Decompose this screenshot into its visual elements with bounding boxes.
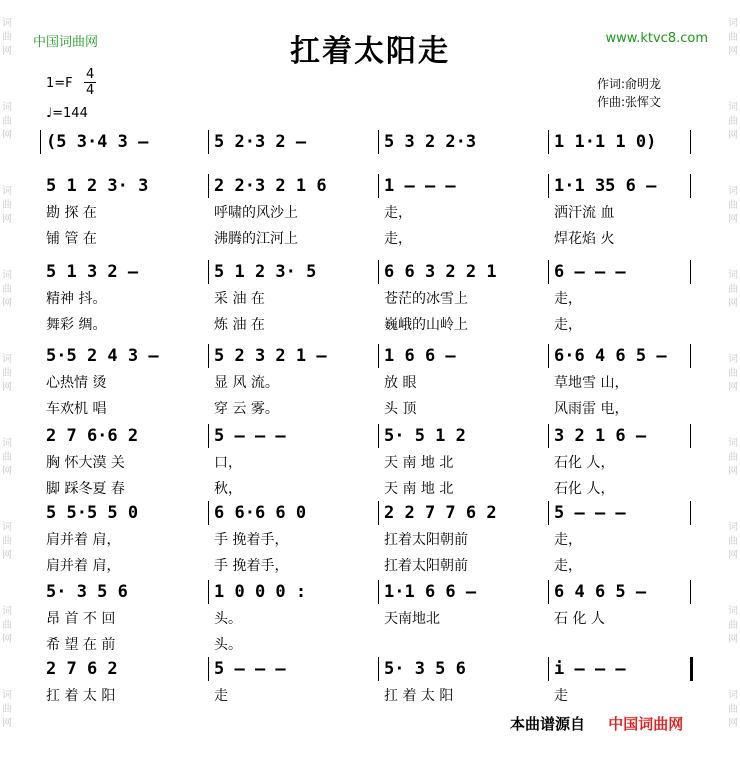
lyric-verse-1: 肩并着 肩， [46,532,121,548]
lyric-verse-2: 走， [384,231,412,247]
measure-notes: 5 5·5 5 0 [46,503,139,523]
lyric-verse-2: 沸腾的江河上 [214,231,298,247]
site-url-right[interactable]: www.ktvc8.com [605,31,708,46]
watermark-glyph: 网 [728,550,738,561]
lyric-verse-2: 车欢机 唱 [46,401,107,417]
watermark-glyph: 词 [728,690,738,701]
lyric-verse-1: 石 化 人 [554,611,605,627]
bar-line [690,424,691,448]
lyric-verse-1: 走 [554,688,568,704]
measure-notes: 1 – – – [384,176,456,196]
lyricist-credit: 作词:俞明龙 [597,77,662,91]
measure-notes: 1 6 6 – [384,346,456,366]
watermark-glyph: 曲 [728,620,738,631]
bar-line [548,344,549,368]
measure-notes: 5 1 2 3· 5 [214,262,317,282]
bar-line [690,260,691,284]
lyric-verse-2: 走， [554,317,582,333]
watermark-glyph: 网 [2,466,12,477]
watermark-glyph: 网 [2,550,12,561]
lyric-verse-1: 天 南 地 北 [384,455,454,471]
time-bottom: 4 [86,83,95,98]
lyric-verse-2: 手 挽着手， [214,558,289,574]
lyric-verse-1: 手 挽着手， [214,532,289,548]
watermark-glyph: 曲 [2,368,12,379]
measure-notes: 5 – – – [214,426,286,446]
bar-line [378,174,379,198]
measure-notes: (5 3·4 3 – [46,132,149,152]
lyric-verse-1: 呼啸的风沙上 [214,205,298,221]
watermark-glyph: 网 [728,634,738,645]
bar-line [378,130,379,154]
watermark-glyph: 网 [728,46,738,57]
measure-notes: 5 2 3 2 1 – [214,346,327,366]
lyric-verse-2: 铺 管 在 [46,231,97,247]
watermark-glyph: 曲 [728,116,738,127]
watermark-glyph: 网 [2,634,12,645]
measure-notes: 6 – – – [554,262,626,282]
watermark-glyph: 曲 [728,200,738,211]
lyric-verse-1: 口， [214,455,242,471]
measure-notes: 5 1 3 2 – [46,262,139,282]
song-title: 扛着太阳走 [290,34,450,69]
left-watermark-column [0,0,14,761]
bar-line [208,424,209,448]
score-line [40,262,700,333]
measure-notes: 6·6 4 6 5 – [554,346,667,366]
lyric-verse-2: 炼 油 在 [214,317,265,333]
measure-notes: 6 6·6 6 0 [214,503,307,523]
measure-notes: 5 – – – [554,503,626,523]
lyric-verse-2: 希 望 在 前 [46,637,116,653]
watermark-glyph: 词 [728,438,738,449]
lyric-verse-2: 走， [554,558,582,574]
composer-credit: 作曲:张恽文 [597,95,662,109]
time-signature [84,67,96,98]
score-line [40,176,700,247]
bar-line [548,580,549,604]
lyric-verse-1: 走 [214,688,228,704]
measure-notes: 2 2·3 2 1 6 [214,176,327,196]
bar-line [208,580,209,604]
watermark-glyph: 曲 [2,116,12,127]
lyric-verse-2: 焊花焰 火 [554,231,615,247]
measure-notes: 5·5 2 4 3 – [46,346,159,366]
lyric-verse-1: 显 风 流。 [214,375,279,391]
watermark-glyph: 词 [728,354,738,365]
bar-line [690,344,691,368]
bar-line [690,580,691,604]
bar-line [378,501,379,525]
watermark-glyph: 词 [2,270,12,281]
watermark-glyph: 网 [728,214,738,225]
lyric-verse-1: 草地雪 山， [554,375,629,391]
measure-notes: 5 1 2 3· 3 [46,176,149,196]
lyric-verse-1: 走， [384,205,412,221]
measure-notes: 6 6 3 2 2 1 [384,262,497,282]
lyric-verse-2: 脚 踩冬夏 春 [46,481,125,497]
watermark-glyph: 网 [2,298,12,309]
watermark-glyph: 网 [2,214,12,225]
site-name-left[interactable]: 中国词曲网 [33,35,99,50]
score-line [40,582,700,653]
bar-line [40,130,41,154]
watermark-glyph: 词 [2,606,12,617]
lyric-verse-1: 走， [554,532,582,548]
watermark-glyph: 词 [728,18,738,29]
time-top: 4 [86,67,95,82]
watermark-glyph: 曲 [728,452,738,463]
lyric-verse-1: 石化 人， [554,455,615,471]
source-credit [510,713,683,734]
lyric-verse-1: 苍茫的冰雪上 [384,291,468,307]
watermark-glyph: 曲 [728,704,738,715]
lyric-verse-2: 肩并着 肩， [46,558,121,574]
bar-line [378,424,379,448]
measure-notes: 5· 5 1 2 [384,426,466,446]
watermark-glyph: 网 [2,382,12,393]
lyric-verse-1: 洒汗流 血 [554,205,615,221]
watermark-glyph: 词 [728,186,738,197]
watermark-glyph: 词 [2,102,12,113]
watermark-glyph: 网 [728,130,738,141]
score-line [40,346,700,417]
bar-line [548,174,549,198]
measure-notes: 3 2 1 6 – [554,426,647,446]
watermark-glyph: 词 [728,102,738,113]
watermark-glyph: 曲 [2,200,12,211]
bar-line [690,174,691,198]
lyric-verse-2: 风雨雷 电， [554,401,629,417]
watermark-glyph: 词 [728,522,738,533]
bar-line [378,260,379,284]
score-line [40,132,700,154]
lyric-verse-1: 走， [554,291,582,307]
bar-line [378,344,379,368]
lyric-verse-1: 胸 怀大漠 关 [46,455,125,471]
bar-line [548,130,549,154]
measure-notes: i – – – [554,659,626,679]
lyric-verse-1: 精神 抖。 [46,291,107,307]
measure-notes: 2 7 6·6 2 [46,426,139,446]
watermark-glyph: 词 [2,690,12,701]
measure-notes: 5 3 2 2·3 [384,132,477,152]
lyric-verse-1: 扛 着 太 阳 [46,688,116,704]
measure-notes: 5· 3 5 6 [384,659,466,679]
measure-notes: 2 2 7 7 6 2 [384,503,497,523]
watermark-glyph: 网 [728,298,738,309]
score-line [40,426,700,497]
watermark-glyph: 词 [2,522,12,533]
lyric-verse-2: 舞彩 绸。 [46,317,107,333]
lyric-verse-1: 采 油 在 [214,291,265,307]
watermark-glyph: 词 [2,186,12,197]
measure-notes: 1·1 35 6 – [554,176,657,196]
lyric-verse-1: 天南地北 [384,611,440,627]
watermark-glyph: 曲 [728,32,738,43]
bar-line [548,424,549,448]
lyric-verse-1: 心热情 烫 [46,375,107,391]
measure-notes: 5 2·3 2 – [214,132,307,152]
lyric-verse-2: 头。 [214,637,242,653]
watermark-glyph: 词 [728,270,738,281]
watermark-glyph: 词 [728,606,738,617]
watermark-glyph: 曲 [728,536,738,547]
source-label: 本曲谱源自 [510,715,586,733]
watermark-glyph: 曲 [2,32,12,43]
lyric-verse-2: 秋， [214,481,242,497]
bar-line [378,657,379,681]
watermark-glyph: 网 [728,718,738,729]
bar-line [548,260,549,284]
watermark-glyph: 网 [2,718,12,729]
lyric-verse-2: 扛着太阳朝前 [384,558,468,574]
key-signature: 1=F [46,76,73,91]
measure-notes: 6 4 6 5 – [554,582,647,602]
source-site-link[interactable]: 中国词曲网 [608,715,684,733]
lyric-verse-1: 昂 首 不 回 [46,611,116,627]
watermark-glyph: 曲 [2,620,12,631]
watermark-glyph: 词 [2,354,12,365]
bar-line [690,501,691,525]
lyric-verse-2: 天 南 地 北 [384,481,454,497]
lyric-verse-2: 头 顶 [384,401,417,417]
bar-line [690,130,691,154]
watermark-glyph: 曲 [2,536,12,547]
bar-line [208,174,209,198]
lyric-verse-2: 石化 人， [554,481,615,497]
watermark-glyph: 曲 [2,452,12,463]
lyric-verse-1: 头。 [214,611,242,627]
bar-line [208,344,209,368]
watermark-glyph: 网 [2,46,12,57]
watermark-glyph: 曲 [728,368,738,379]
right-watermark-column [726,0,740,761]
watermark-glyph: 网 [2,130,12,141]
lyric-verse-2: 穿 云 雾。 [214,401,279,417]
watermark-glyph: 曲 [2,704,12,715]
bar-line [378,580,379,604]
bar-line [208,657,209,681]
watermark-glyph: 词 [2,438,12,449]
lyric-verse-1: 放 眼 [384,375,417,391]
measure-notes: 5· 3 5 6 [46,582,128,602]
tempo-marking: ♩=144 [46,106,88,121]
score-line [40,659,700,704]
watermark-glyph: 曲 [2,284,12,295]
bar-line [548,657,549,681]
lyric-verse-1: 扛 着 太 阳 [384,688,454,704]
bar-line [690,657,693,681]
lyric-verse-1: 勘 探 在 [46,205,97,221]
measure-notes: 5 – – – [214,659,286,679]
measure-notes: 1 1·1 1 0) [554,132,657,152]
watermark-glyph: 词 [2,18,12,29]
watermark-glyph: 网 [728,382,738,393]
measure-notes: 1 0 0 0 : [214,582,307,602]
bar-line [208,260,209,284]
lyric-verse-2: 巍峨的山岭上 [384,317,468,333]
measure-notes: 2 7 6 2 [46,659,118,679]
watermark-glyph: 网 [728,466,738,477]
bar-line [208,130,209,154]
lyric-verse-1: 扛着太阳朝前 [384,532,468,548]
bar-line [208,501,209,525]
measure-notes: 1·1 6 6 – [384,582,477,602]
bar-line [548,501,549,525]
score-line [40,503,700,574]
watermark-glyph: 曲 [728,284,738,295]
